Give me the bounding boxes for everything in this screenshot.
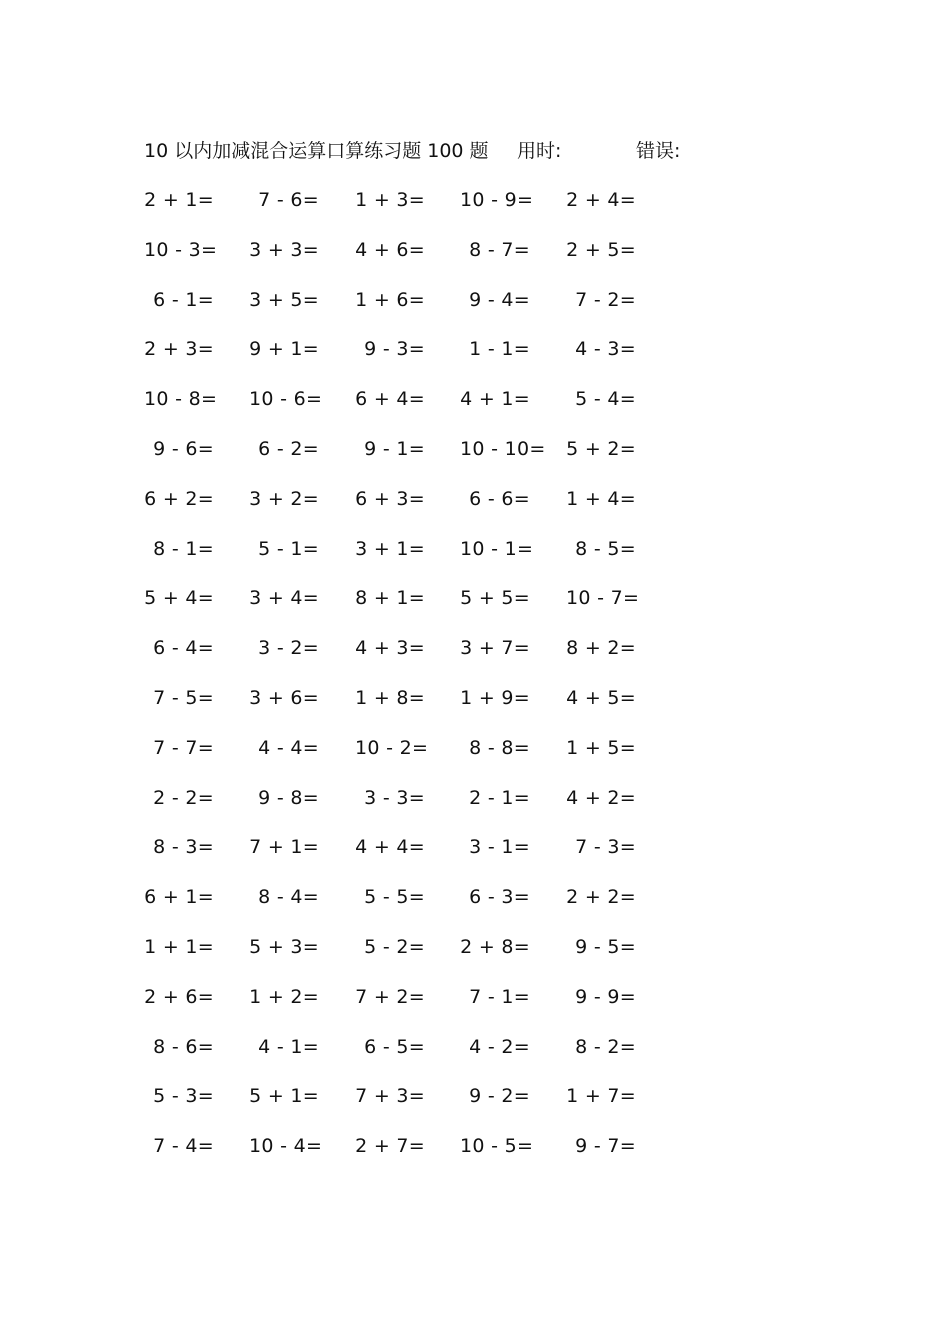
problem-row [0, 384, 950, 414]
problem-item: 7 + 2= [355, 985, 425, 1008]
problem-item: 1 - 1= [469, 338, 530, 361]
problem-item: 9 - 9= [575, 985, 636, 1008]
worksheet-header [144, 137, 764, 165]
problem-item: 6 - 6= [469, 487, 530, 510]
problem-row [0, 683, 950, 713]
problem-item: 3 - 3= [364, 786, 425, 809]
problem-item: 8 - 1= [153, 537, 214, 560]
problem-item: 6 - 4= [153, 637, 214, 660]
problem-item: 8 - 8= [469, 736, 530, 759]
problem-row [0, 932, 950, 962]
problem-row [0, 982, 950, 1012]
problem-item: 4 + 5= [566, 687, 636, 709]
problem-item: 1 + 6= [355, 288, 425, 311]
problem-item: 4 + 1= [460, 388, 530, 411]
problem-item: 3 + 3= [249, 238, 319, 261]
problem-item: 10 - 9= [460, 189, 534, 211]
problem-item: 2 - 2= [153, 786, 214, 809]
problem-item: 2 + 7= [355, 1135, 425, 1158]
problem-item: 4 - 1= [258, 1035, 319, 1058]
problem-row [0, 434, 950, 464]
problem-item: 6 + 2= [144, 487, 214, 510]
problem-row [0, 583, 950, 613]
problem-item: 7 - 4= [153, 1135, 214, 1158]
problem-row [0, 534, 950, 564]
problem-item: 9 - 3= [364, 338, 425, 361]
problem-item: 3 + 1= [355, 537, 425, 560]
problem-item: 6 + 1= [144, 886, 214, 909]
problem-item: 4 + 3= [355, 637, 425, 660]
problem-item: 5 - 1= [258, 537, 319, 560]
problem-row [0, 1081, 950, 1111]
problem-row [0, 285, 950, 315]
problem-item: 8 + 1= [355, 587, 425, 610]
problem-item: 3 + 5= [249, 288, 319, 311]
errors-label: 错误: [636, 140, 681, 162]
problem-item: 8 - 7= [469, 238, 530, 261]
problem-item: 8 - 2= [575, 1035, 636, 1058]
problem-item: 10 - 4= [249, 1135, 323, 1158]
problem-item: 3 - 2= [258, 637, 319, 660]
problem-item: 7 - 5= [153, 687, 214, 709]
problem-item: 4 - 2= [469, 1035, 530, 1058]
problem-row [0, 1032, 950, 1062]
problem-item: 7 - 3= [575, 836, 636, 859]
problem-item: 6 - 2= [258, 438, 319, 460]
problem-item: 3 - 1= [469, 836, 530, 859]
problem-item: 5 - 5= [364, 886, 425, 909]
problem-item: 3 + 4= [249, 587, 319, 610]
problem-item: 6 + 3= [355, 487, 425, 510]
problem-item: 10 - 2= [355, 736, 429, 759]
problem-row [0, 484, 950, 514]
problem-row [0, 1131, 950, 1161]
problem-item: 1 + 8= [355, 687, 425, 709]
problem-row [0, 334, 950, 364]
problem-item: 9 - 8= [258, 786, 319, 809]
problem-item: 2 + 5= [566, 238, 636, 261]
problem-item: 5 + 3= [249, 936, 319, 958]
problem-item: 1 + 4= [566, 487, 636, 510]
worksheet-title: 10 以内加减混合运算口算练习题 100 题 [144, 140, 489, 162]
problem-item: 10 - 7= [566, 587, 640, 610]
problem-item: 3 + 6= [249, 687, 319, 709]
problem-item: 7 - 1= [469, 985, 530, 1008]
problem-item: 2 + 3= [144, 338, 214, 361]
problem-item: 1 + 7= [566, 1085, 636, 1108]
problem-item: 7 - 7= [153, 736, 214, 759]
problem-item: 1 + 5= [566, 736, 636, 759]
problem-item: 10 - 5= [460, 1135, 534, 1158]
problem-item: 9 - 1= [364, 438, 425, 460]
problem-item: 9 - 5= [575, 936, 636, 958]
problem-row [0, 633, 950, 663]
problem-item: 2 + 4= [566, 189, 636, 211]
problem-row [0, 783, 950, 813]
problem-item: 10 - 3= [144, 238, 218, 261]
problem-item: 1 + 9= [460, 687, 530, 709]
problem-item: 1 + 3= [355, 189, 425, 211]
problem-item: 4 + 4= [355, 836, 425, 859]
problem-item: 9 - 6= [153, 438, 214, 460]
problem-item: 6 - 3= [469, 886, 530, 909]
problem-item: 2 + 6= [144, 985, 214, 1008]
problem-item: 2 + 8= [460, 936, 530, 958]
problem-row [0, 235, 950, 265]
time-label: 用时: [517, 140, 562, 162]
problem-row [0, 185, 950, 215]
problem-item: 6 - 1= [153, 288, 214, 311]
problem-item: 8 - 3= [153, 836, 214, 859]
problem-item: 10 - 6= [249, 388, 323, 411]
problem-item: 10 - 10= [460, 438, 546, 460]
problem-item: 8 - 6= [153, 1035, 214, 1058]
problem-item: 1 + 1= [144, 936, 214, 958]
problem-item: 4 + 2= [566, 786, 636, 809]
problem-item: 6 + 4= [355, 388, 425, 411]
problem-item: 9 - 7= [575, 1135, 636, 1158]
problem-item: 9 + 1= [249, 338, 319, 361]
problem-item: 5 - 4= [575, 388, 636, 411]
problem-item: 5 - 3= [153, 1085, 214, 1108]
problem-item: 2 - 1= [469, 786, 530, 809]
problem-item: 2 + 1= [144, 189, 214, 211]
problem-item: 9 - 2= [469, 1085, 530, 1108]
problem-item: 8 + 2= [566, 637, 636, 660]
problem-item: 8 - 4= [258, 886, 319, 909]
problem-item: 7 + 1= [249, 836, 319, 859]
problem-item: 5 + 1= [249, 1085, 319, 1108]
problem-item: 6 - 5= [364, 1035, 425, 1058]
problem-item: 5 + 2= [566, 438, 636, 460]
problem-item: 10 - 8= [144, 388, 218, 411]
problem-item: 3 + 7= [460, 637, 530, 660]
problem-item: 5 + 4= [144, 587, 214, 610]
problem-item: 5 + 5= [460, 587, 530, 610]
problem-row [0, 733, 950, 763]
problem-item: 4 + 6= [355, 238, 425, 261]
problem-item: 4 - 3= [575, 338, 636, 361]
problem-item: 9 - 4= [469, 288, 530, 311]
problem-item: 10 - 1= [460, 537, 534, 560]
problem-item: 7 - 2= [575, 288, 636, 311]
problem-item: 5 - 2= [364, 936, 425, 958]
problem-item: 4 - 4= [258, 736, 319, 759]
problem-item: 8 - 5= [575, 537, 636, 560]
problem-item: 7 - 6= [258, 189, 319, 211]
problem-item: 3 + 2= [249, 487, 319, 510]
problem-item: 7 + 3= [355, 1085, 425, 1108]
problem-item: 2 + 2= [566, 886, 636, 909]
problem-row [0, 832, 950, 862]
problem-item: 1 + 2= [249, 985, 319, 1008]
problem-row [0, 882, 950, 912]
